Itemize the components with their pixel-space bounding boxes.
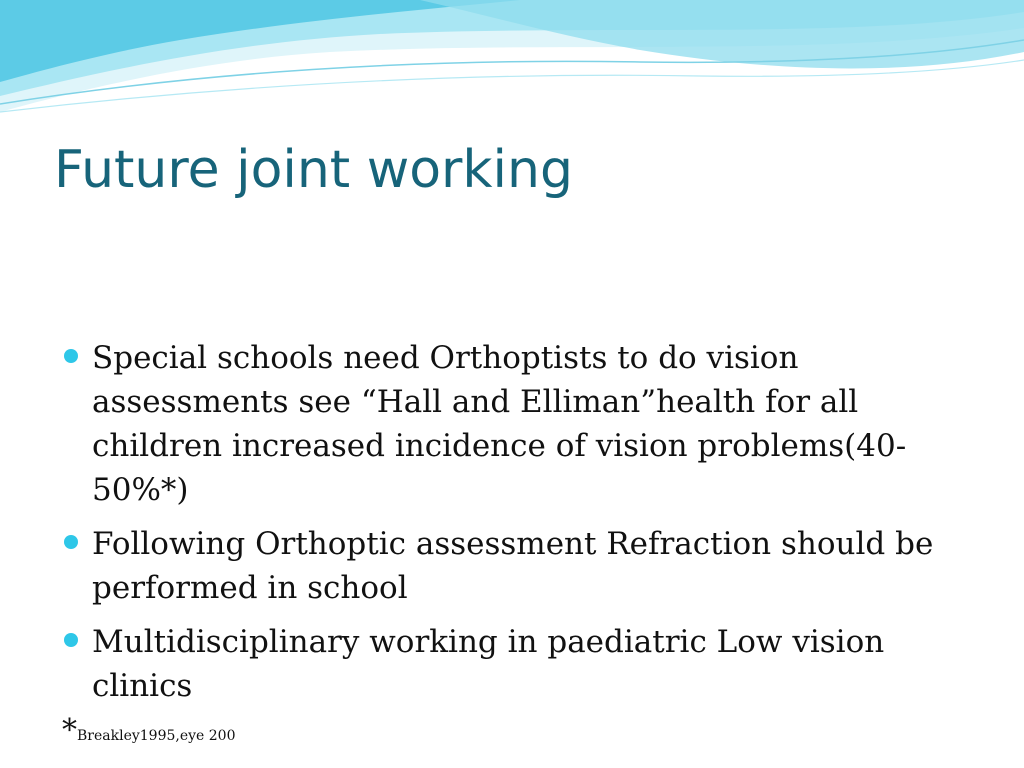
bullet-item: [62, 522, 962, 610]
slide-title: Future joint working: [54, 140, 573, 200]
bullet-dot-icon: [64, 535, 78, 549]
bullet-item: [62, 620, 962, 708]
decorative-wave-header: [0, 0, 1024, 120]
bullet-item: [62, 336, 962, 512]
footnote: [62, 713, 236, 748]
bullet-text: Special schools need Orthoptists to do vision assessments see “Hall and Elliman”health for all children increased incidence of vision problems(40-50%*): [92, 340, 907, 508]
bullet-dot-icon: [64, 633, 78, 647]
bullet-list: [62, 336, 962, 718]
bullet-dot-icon: [64, 349, 78, 363]
bullet-text: Multidisciplinary working in paediatric Low vision clinics: [92, 624, 885, 704]
footnote-text: Breakley1995,eye 200: [77, 728, 236, 744]
bullet-text: Following Orthoptic assessment Refraction should be performed in school: [92, 526, 934, 606]
footnote-marker: *: [62, 713, 77, 748]
